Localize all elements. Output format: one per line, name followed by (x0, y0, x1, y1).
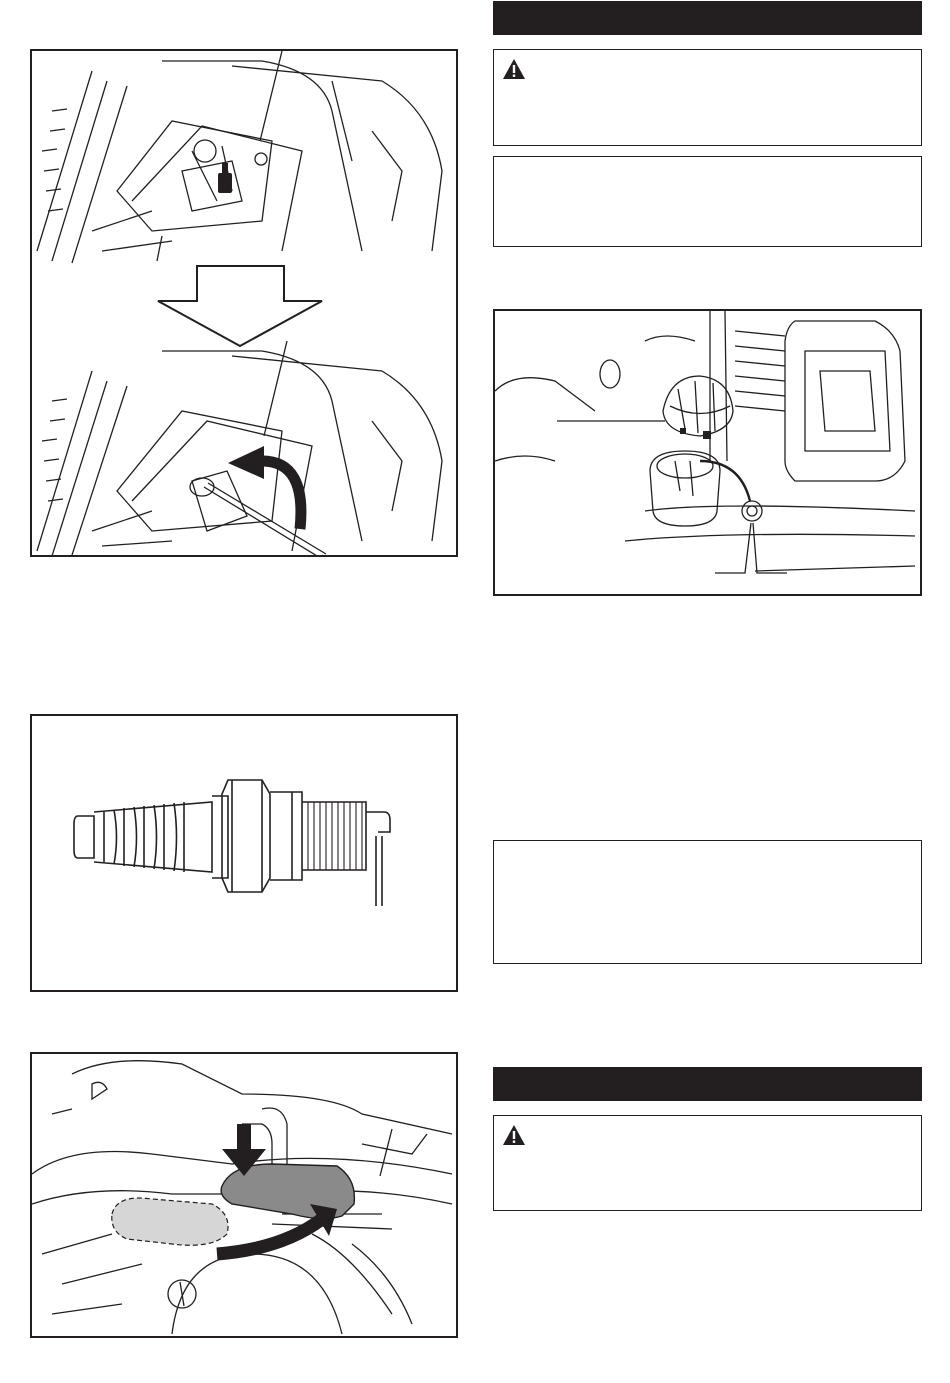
cap-flip-illustration (32, 1054, 456, 1336)
plug-removal-illustration (32, 51, 456, 555)
section-header-bar (493, 1, 922, 35)
note-box (493, 840, 922, 964)
figure-cap-flip (30, 1052, 458, 1338)
spark-plug-illustration (32, 716, 456, 990)
warning-triangle-icon (502, 1124, 526, 1146)
warning-triangle-icon (502, 58, 526, 80)
figure-spark-plug (30, 714, 458, 992)
note-box (493, 156, 922, 247)
fuel-cap-illustration (495, 311, 920, 594)
warning-box (493, 49, 922, 146)
figure-fuel-cap (493, 309, 922, 596)
figure-plug-removal (30, 49, 458, 557)
section-header-bar (493, 1067, 922, 1101)
warning-box (493, 1115, 922, 1211)
